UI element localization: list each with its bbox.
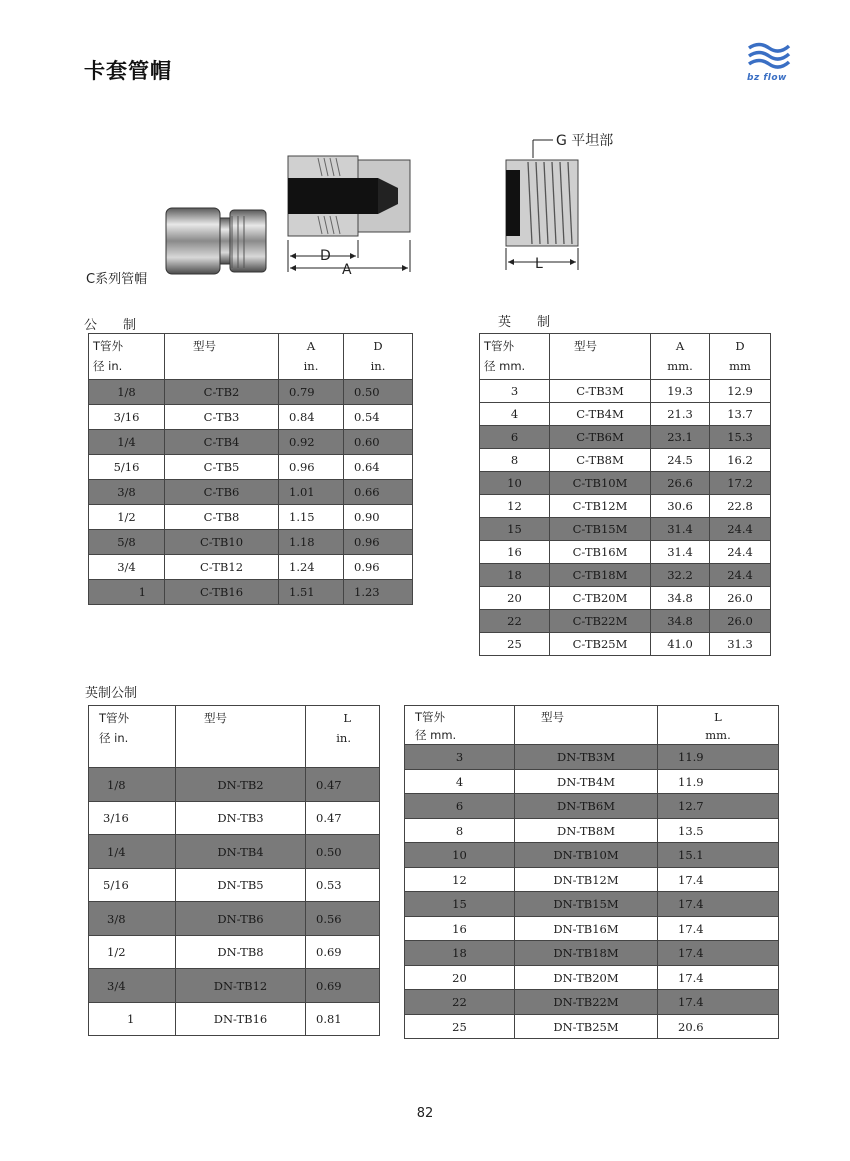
header-a: A mm. — [651, 334, 710, 380]
table-row: 8 DN-TB8M 13.5 — [405, 819, 779, 843]
table-row: 1/8 DN-TB2 0.47 — [89, 768, 380, 802]
table-row: 25 C-TB25M 41.0 31.3 — [480, 633, 771, 656]
header-size: T管外 径 mm. — [480, 334, 550, 380]
table-row: 18 DN-TB18M 17.4 — [405, 941, 779, 966]
cap-photo-illustration — [160, 200, 270, 280]
table-header-row — [480, 334, 771, 380]
table-row: 1 C-TB16 1.51 1.23 — [89, 580, 413, 605]
header-model: 型号 — [165, 334, 279, 380]
table-row: 22 DN-TB22M 17.4 — [405, 990, 779, 1015]
table-row: 16 C-TB16M 31.4 24.4 — [480, 541, 771, 564]
header-size: T管外 径 in. — [89, 334, 165, 380]
table-row: 3/4 C-TB12 1.24 0.96 — [89, 555, 413, 580]
table-row: 20 C-TB20M 34.8 26.0 — [480, 587, 771, 610]
table-row: 3 DN-TB3M 11.9 — [405, 745, 779, 770]
header-model: 型号 — [550, 334, 651, 380]
dimension-l-label: L — [535, 256, 543, 272]
table-row: 12 DN-TB12M 17.4 — [405, 868, 779, 892]
table-row: 3/16 C-TB3 0.84 0.54 — [89, 405, 413, 430]
page-title: 卡套管帽 — [84, 59, 172, 83]
dimension-a-label: A — [342, 262, 352, 278]
header-l: L in. — [306, 706, 380, 768]
cap-section-drawing — [278, 148, 423, 280]
table-row: 3/16 DN-TB3 0.47 — [89, 802, 380, 835]
dn-inch-table — [88, 705, 380, 1036]
table-row: 15 DN-TB15M 17.4 — [405, 892, 779, 917]
table-row: 5/16 C-TB5 0.96 0.64 — [89, 455, 413, 480]
metric-table — [88, 333, 413, 605]
header-model: 型号 — [176, 706, 306, 768]
table-row: 18 C-TB18M 32.2 24.4 — [480, 564, 771, 587]
table-row: 16 DN-TB16M 17.4 — [405, 917, 779, 941]
table-row: 8 C-TB8M 24.5 16.2 — [480, 449, 771, 472]
table-header-row — [405, 706, 779, 745]
imperial-table — [479, 333, 771, 656]
table-row: 1/8 C-TB2 0.79 0.50 — [89, 380, 413, 405]
figure-caption: C系列管帽 — [86, 272, 148, 287]
dn-cap-section-drawing — [498, 130, 583, 275]
imperial-section-label: 英 制 — [498, 315, 551, 330]
table-row: 25 DN-TB25M 20.6 — [405, 1015, 779, 1039]
table-row: 4 C-TB4M 21.3 13.7 — [480, 403, 771, 426]
table-header-row — [89, 334, 413, 380]
header-a: A in. — [279, 334, 344, 380]
page-number: 82 — [416, 1106, 434, 1121]
dn-section-label: 英制公制 — [85, 686, 138, 701]
header-size: T管外 径 in. — [89, 706, 176, 768]
brand-logo — [745, 40, 795, 88]
header-d: D in. — [344, 334, 413, 380]
table-row: 1/4 DN-TB4 0.50 — [89, 835, 380, 869]
table-row: 4 DN-TB4M 11.9 — [405, 770, 779, 794]
table-row: 1 DN-TB16 0.81 — [89, 1003, 380, 1036]
table-header-row — [89, 706, 380, 768]
logo-text: bz flow — [747, 73, 787, 83]
g-flat-label: G 平坦部 — [556, 133, 614, 149]
header-d: D mm — [710, 334, 771, 380]
table-row: 3 C-TB3M 19.3 12.9 — [480, 380, 771, 403]
table-row: 5/16 DN-TB5 0.53 — [89, 869, 380, 902]
header-model: 型号 — [515, 706, 658, 745]
table-row: 3/8 C-TB6 1.01 0.66 — [89, 480, 413, 505]
metric-section-label: 公 制 — [84, 318, 137, 333]
table-row: 22 C-TB22M 34.8 26.0 — [480, 610, 771, 633]
table-row: 15 C-TB15M 31.4 24.4 — [480, 518, 771, 541]
dn-mm-table — [404, 705, 779, 1039]
table-row: 12 C-TB12M 30.6 22.8 — [480, 495, 771, 518]
table-row: 1/2 C-TB8 1.15 0.90 — [89, 505, 413, 530]
table-row: 3/4 DN-TB12 0.69 — [89, 969, 380, 1003]
table-row: 10 DN-TB10M 15.1 — [405, 843, 779, 868]
dimension-d-label: D — [320, 248, 331, 264]
table-row: 6 DN-TB6M 12.7 — [405, 794, 779, 819]
table-row: 20 DN-TB20M 17.4 — [405, 966, 779, 990]
table-row: 3/8 DN-TB6 0.56 — [89, 902, 380, 936]
wave-logo-icon — [745, 40, 795, 74]
table-row: 1/4 C-TB4 0.92 0.60 — [89, 430, 413, 455]
table-row: 5/8 C-TB10 1.18 0.96 — [89, 530, 413, 555]
header-l: L mm. — [658, 706, 779, 745]
table-row: 1/2 DN-TB8 0.69 — [89, 936, 380, 969]
table-row: 6 C-TB6M 23.1 15.3 — [480, 426, 771, 449]
header-size: T管外 径 mm. — [405, 706, 515, 745]
table-row: 10 C-TB10M 26.6 17.2 — [480, 472, 771, 495]
